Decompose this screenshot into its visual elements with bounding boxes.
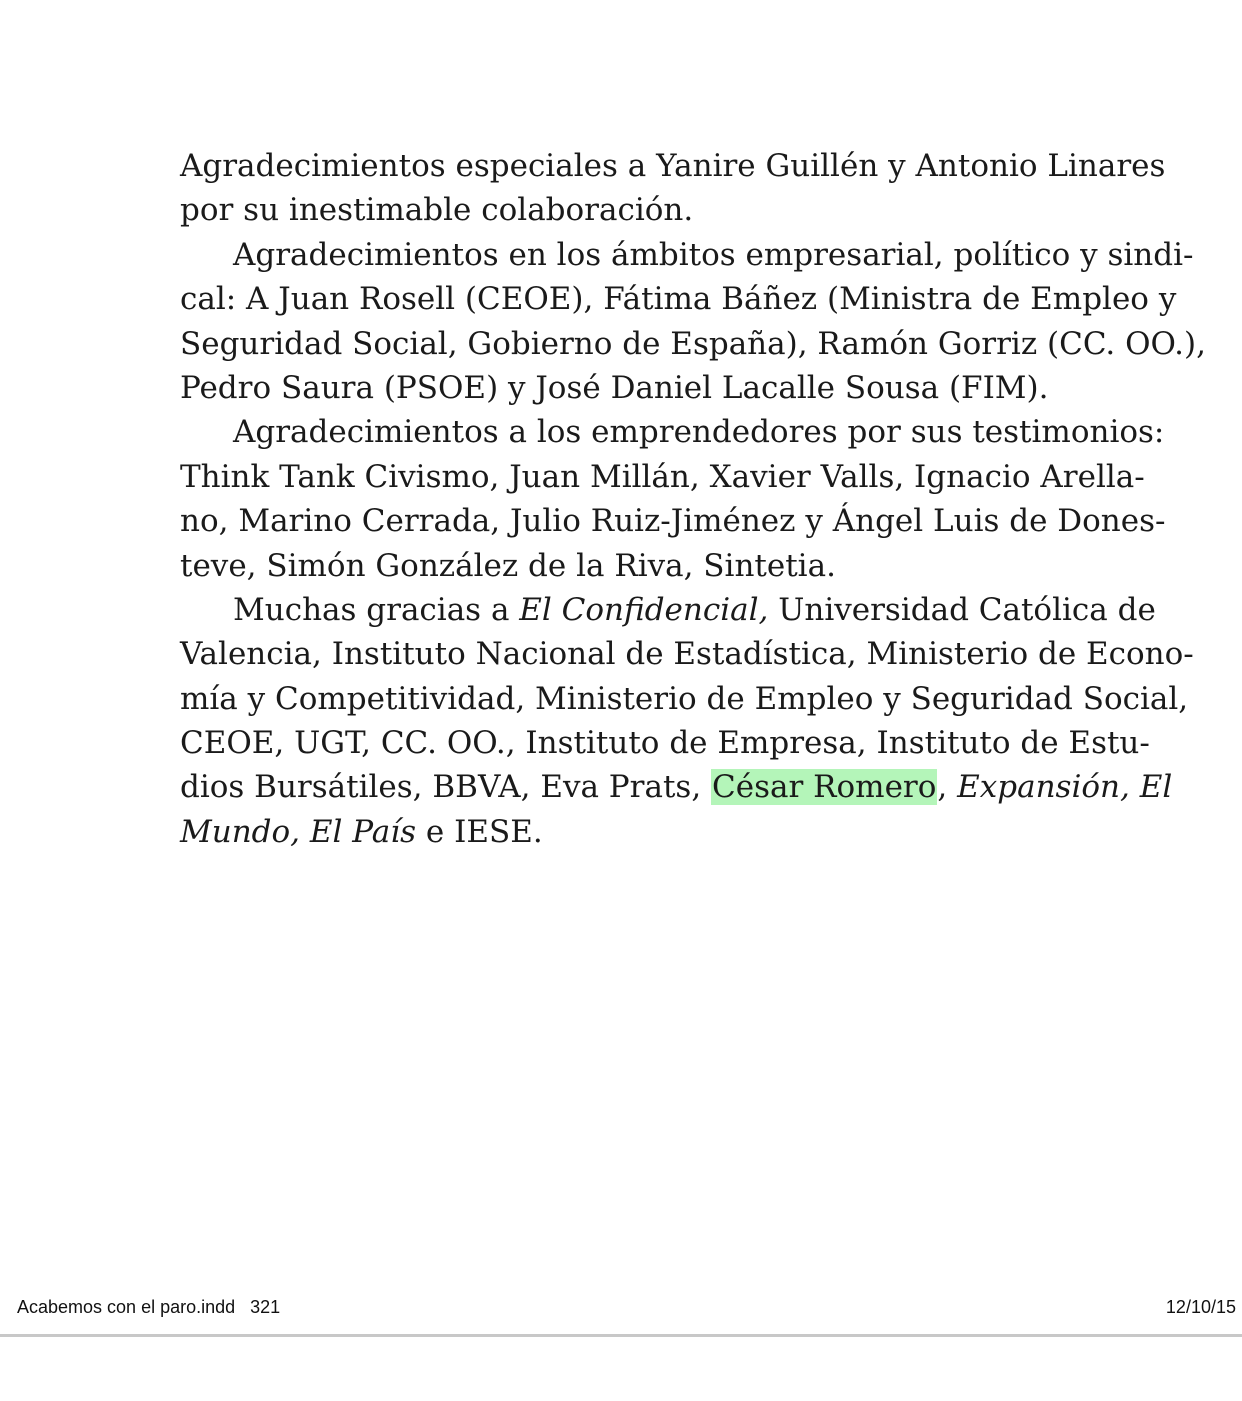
text-run: Universidad Católica de (768, 591, 1156, 628)
text-line: Pedro Saura (PSOE) y José Daniel Lacalle Sousa (FIM). (180, 369, 1049, 406)
highlighted-name[interactable]: César Romero (712, 769, 937, 806)
text-run: , (937, 769, 958, 806)
text-line (180, 588, 1156, 632)
text-line: Valencia, Instituto Nacional de Estadística, Ministerio de Econo- (180, 636, 1194, 673)
text-line: por su inestimable colaboración. (180, 192, 694, 229)
text-line: cal: A Juan Rosell (CEOE), Fátima Báñez (Ministra de Empleo y (180, 281, 1177, 318)
print-date: 12/10/15 (1165, 1297, 1236, 1317)
text-run: Muchas gracias a (233, 591, 520, 628)
acknowledgements-text (180, 144, 1206, 854)
text-line (180, 765, 1173, 809)
text-line: teve, Simón González de la Riva, Sintetia. (180, 547, 836, 584)
text-line: Agradecimientos a los emprendedores por sus testimonios: (233, 414, 1165, 451)
publication-name: Expansión, El (957, 769, 1173, 806)
text-line: Seguridad Social, Gobierno de España), Ramón Gorriz (CC. OO.), (180, 325, 1206, 362)
text-line: Agradecimientos especiales a Yanire Guillén y Antonio Linares (180, 148, 1166, 184)
footer-divider (0, 1334, 1242, 1337)
text-line: no, Marino Cerrada, Julio Ruiz-Jiménez y Ángel Luis de Dones- (180, 503, 1166, 540)
file-info-slug: Acabemos con el paro.indd 321 (17, 1297, 281, 1317)
text-line: CEOE, UGT, CC. OO., Instituto de Empresa, Instituto de Estu- (180, 725, 1150, 762)
text-run: dios Bursátiles, BBVA, Eva Prats, (180, 769, 712, 806)
publication-name: El Confidencial, (519, 591, 769, 628)
text-run: e IESE. (416, 813, 543, 850)
text-line: mía y Competitividad, Ministerio de Empleo y Seguridad Social, (180, 680, 1189, 717)
text-line: Think Tank Civismo, Juan Millán, Xavier Valls, Ignacio Arella- (180, 458, 1145, 495)
text-line: Agradecimientos en los ámbitos empresarial, político y sindi- (233, 236, 1194, 273)
publication-name: Mundo, El País (180, 813, 417, 850)
text-line (180, 810, 1138, 854)
